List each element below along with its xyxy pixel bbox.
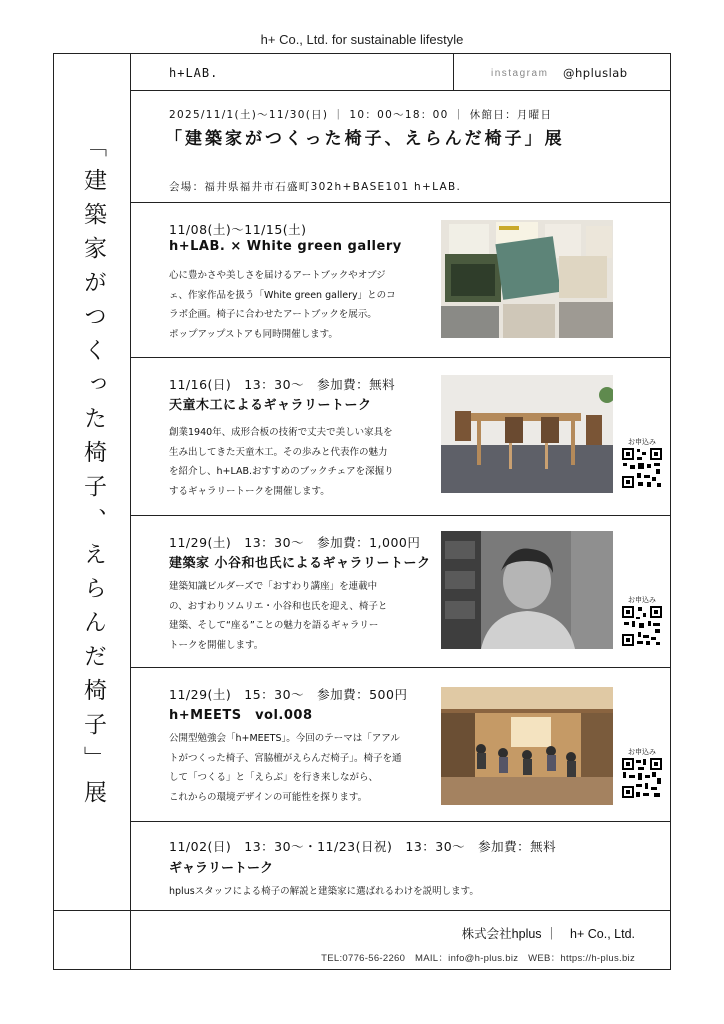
desc-line: 公開型勉強会「h+MEETS」。今回のテーマは「アアル (169, 733, 400, 744)
header (131, 54, 670, 90)
exhibition-dates: 2025/11/1(土)～11/30(日) ｜ 10：00～18：00 ｜ 休館日：月曜日 (169, 109, 553, 121)
qr-code-icon[interactable] (621, 605, 663, 647)
desc-line: これからの環境デザインの可能性を探ります。 (169, 791, 368, 803)
desc-line: するギャラリートークを開催します。 (169, 485, 330, 497)
furniture-photo (441, 375, 613, 493)
qr-code-icon[interactable] (621, 447, 663, 489)
event-description (169, 577, 427, 655)
contact-info: TEL:0776-56-2260 MAIL：info@h-plus.biz WEB：https://h-plus.biz (321, 953, 635, 964)
main-block (131, 90, 670, 202)
desc-line: ェ、作家作品を扱う「White green gallery」とのコ (169, 289, 396, 301)
brand: h+LAB. (169, 66, 219, 80)
instagram-handle[interactable]: @hpluslab (563, 66, 628, 80)
event-date: 11/08(土)～11/15(土) (169, 222, 307, 237)
qr-code-icon[interactable] (621, 757, 663, 799)
event-item (131, 667, 670, 821)
tagline: h+ Co., Ltd. for sustainable lifestyle (260, 32, 464, 47)
event-date: 11/29(土) 13：30～ 参加費：1,000円 (169, 535, 421, 550)
event-description (169, 266, 427, 344)
event-title: 建築家 小谷和也氏によるギャラリートーク (169, 556, 431, 571)
content-column (131, 54, 670, 969)
event-title: h+LAB. × White green gallery (169, 239, 402, 254)
desc-line: して「つくる」と「えらぶ」を行き来しながら、 (169, 772, 379, 783)
vertical-title: 「建築家がつくった椅子、えらんだ椅子」展 (80, 134, 106, 814)
event-description: hplusスタッフによる椅子の解説と建築家に選ばれるわけを説明します。 (169, 886, 479, 897)
gathering-photo (441, 687, 613, 805)
event-item (131, 357, 670, 515)
desc-line: トークを開催します。 (169, 639, 264, 651)
qr-label: お申込み (628, 438, 656, 446)
exhibition-title: 「建築家がつくった椅子、えらんだ椅子」展 (165, 129, 565, 149)
artbook-photo (441, 220, 613, 338)
event-date: 11/29(土) 15：30～ 参加費：500円 (169, 687, 408, 702)
divider (453, 54, 454, 90)
event-title: 天童木工によるギャラリートーク (169, 398, 372, 413)
desc-line: トがつくった椅子、宮脇檀がえらんだ椅子」。椅子を通 (169, 752, 402, 764)
event-date: 11/16(日) 13：30～ 参加費：無料 (169, 377, 396, 392)
instagram-label: instagram (491, 68, 549, 79)
event-title: ギャラリートーク (169, 861, 274, 876)
flyer-frame (53, 53, 671, 970)
desc-line: 心に豊かさや美しさを届けるアートブックやオブジ (169, 270, 386, 281)
event-description (169, 423, 427, 501)
event-description (169, 729, 427, 807)
desc-line: ポップアップストアも同時開催します。 (169, 328, 338, 340)
portrait-photo (441, 531, 613, 649)
event-item (131, 515, 670, 667)
desc-line: 創業1940年、成形合板の技術で丈夫で美しい家具を (169, 427, 393, 438)
desc-line: ラボ企画。椅子に合わせたアートブックを展示。 (169, 309, 377, 320)
event-item (131, 202, 670, 357)
event-date: 11/02(日) 13：30～・11/23(日祝) 13：30～ 参加費：無料 (169, 839, 557, 854)
company-name: 株式会社hplus ｜ h+ Co., Ltd. (461, 927, 635, 941)
desc-line: 生み出してきた天童木工。その歩みと代表作の魅力 (169, 446, 388, 458)
divider (54, 910, 130, 911)
qr-label: お申込み (628, 596, 656, 604)
footer (131, 910, 670, 971)
qr-label: お申込み (628, 748, 656, 756)
desc-line: を紹介し、h+LAB.おすすめのブックチェアを深掘り (169, 466, 394, 477)
desc-line: 建築知識ビルダーズで「おすわり講座」を連載中 (169, 581, 378, 592)
desc-line: 建築、そして“座る”ことの魅力を語るギャラリー (169, 620, 379, 631)
desc-line: の、おすわりソムリエ・小谷和也氏を迎え、椅子と (169, 600, 388, 612)
venue: 会場：福井県福井市石盛町302h+BASE101 h+LAB. (169, 181, 462, 193)
event-title: h+MEETS vol.008 (169, 708, 313, 723)
event-item (131, 821, 670, 910)
vertical-title-column (54, 54, 131, 969)
